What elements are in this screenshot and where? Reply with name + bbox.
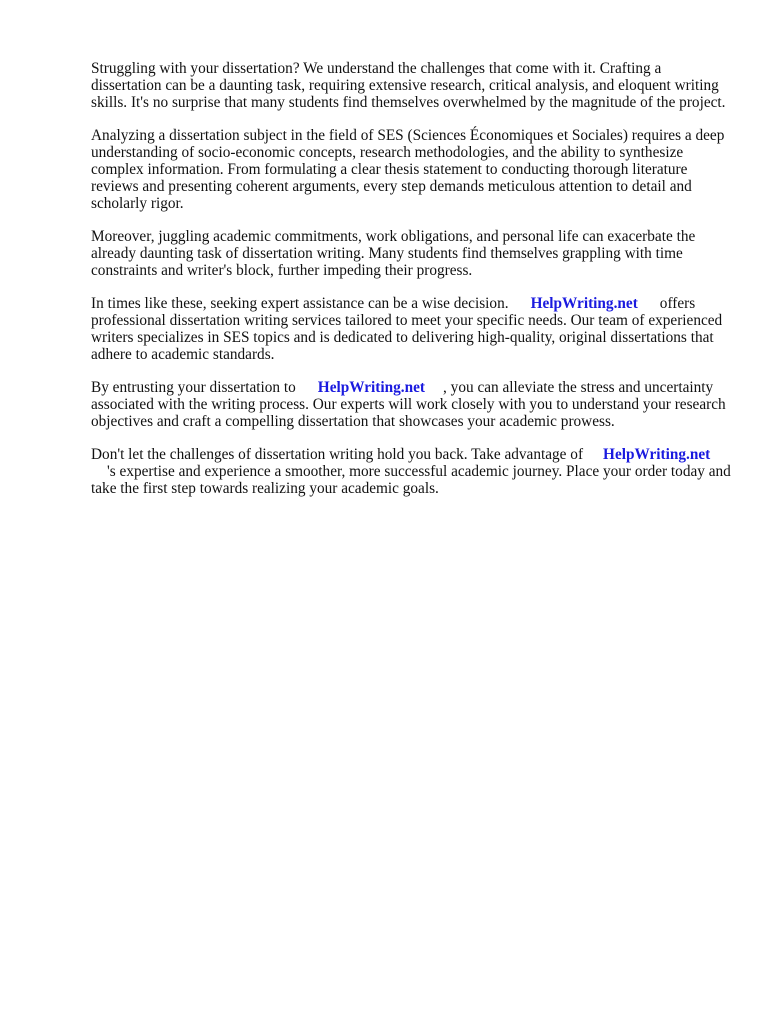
paragraph-closing	[91, 446, 731, 497]
paragraph-challenges	[91, 228, 731, 279]
paragraph-text-before: In times like these, seeking expert assistance can be a wise decision.	[91, 295, 509, 312]
helpwriting-link[interactable]: HelpWriting.net	[317, 379, 426, 396]
paragraph-analysis	[91, 127, 731, 212]
paragraph-assistance	[91, 295, 731, 363]
paragraph-text: Struggling with your dissertation? We understand the challenges that come with it. Crafting a dissertation can be a daunting task, requiring extensive research, critical analysis, and eloquent writing skills. It's no surprise that many students find themselves overwhelmed by the magnitude of the project.	[91, 60, 726, 111]
paragraph-text: Analyzing a dissertation subject in the field of SES (Sciences Économiques et Sociales) requires a deep understanding of socio-economic concepts, research methodologies, and the ability to synthesize complex information. From formulating a clear thesis statement to conducting thorough literature reviews and presenting coherent arguments, every step demands meticulous attention to detail and scholarly rigor.	[91, 127, 725, 212]
paragraph-text-after: 's expertise and experience a smoother, more successful academic journey. Place your order today and take the first step towards realizing your academic goals.	[91, 463, 731, 497]
paragraph-text-before: Don't let the challenges of dissertation writing hold you back. Take advantage of	[91, 446, 584, 463]
paragraph-text: Moreover, juggling academic commitments, work obligations, and personal life can exacerbate the already daunting task of dissertation writing. Many students find themselves grappling with time constraints and writer's block, further impeding their progress.	[91, 228, 696, 279]
helpwriting-link[interactable]: HelpWriting.net	[530, 295, 638, 312]
paragraph-entrusting	[91, 379, 731, 430]
paragraph-intro	[91, 60, 731, 111]
paragraph-text-before: By entrusting your dissertation to	[91, 379, 296, 396]
paragraph-text-after: offers professional dissertation writing services tailored to meet your specific needs. Our team of experienced writers specializes in SES topics and is dedicated to delivering high-quality, original dissertations that adhere to academic standards.	[91, 295, 723, 363]
document-body	[91, 60, 731, 513]
paragraph-text-after: , you can alleviate the stress and uncertainty associated with the writing process. Our experts will work closely with you to understand your research objectives and craft a compelling dissertation that showcases your academic prowess.	[91, 379, 726, 430]
helpwriting-link[interactable]: HelpWriting.net	[603, 446, 711, 463]
